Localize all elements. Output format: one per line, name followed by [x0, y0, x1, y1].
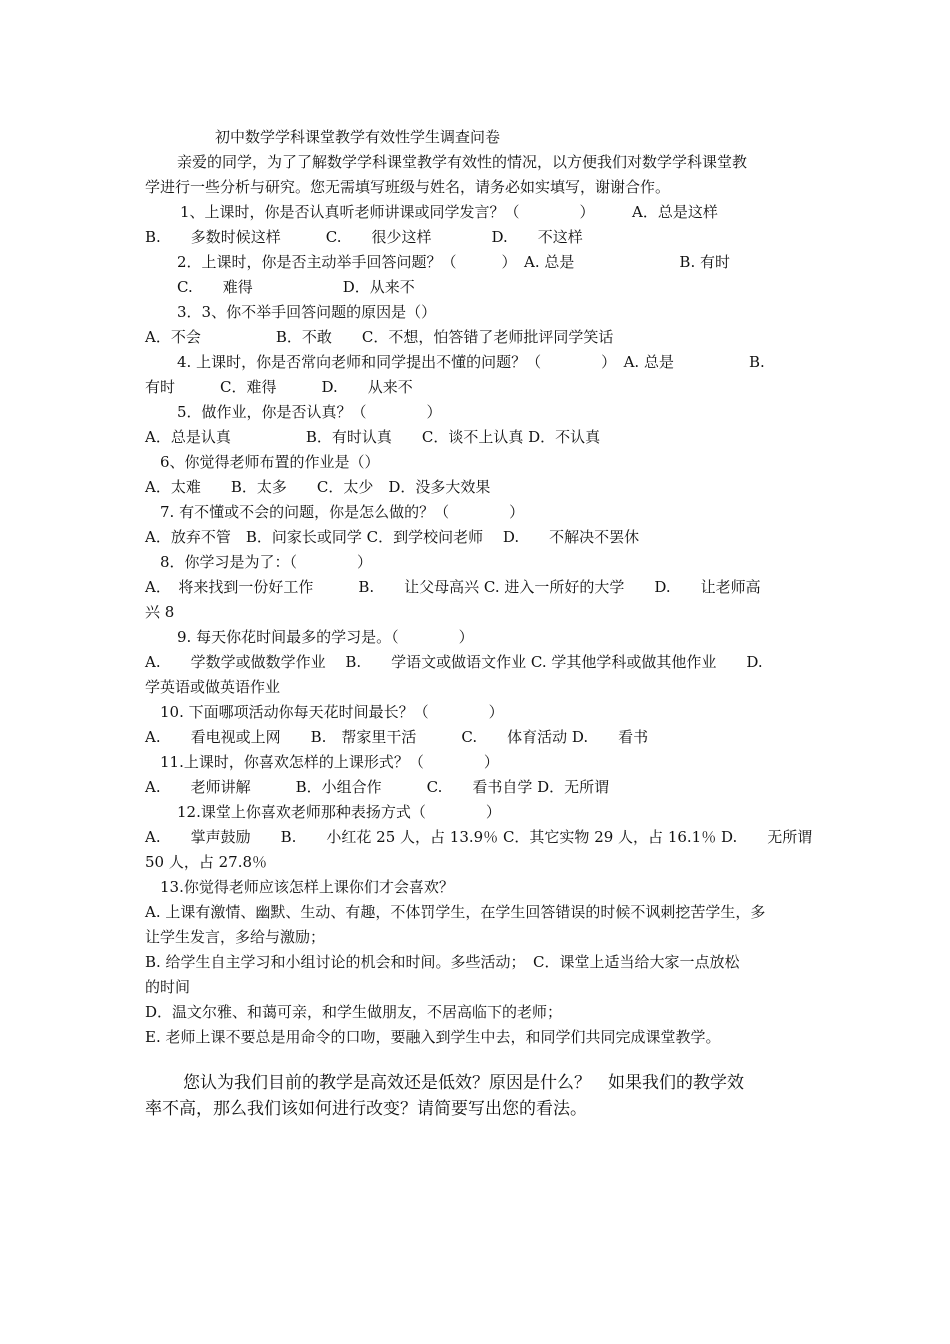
options-12: A. 掌声鼓励 B. 小红花 25 人，占 13.9％ C．其它实物 29 人，占 16.1％ D. 无所谓 — [145, 828, 813, 846]
question-7: 7. 有不懂或不会的问题，你是怎么做的？（ ） — [160, 503, 525, 521]
options-2: C. 难得 D．从来不 — [177, 278, 415, 296]
question-12: 12.课堂上你喜欢老师那种表扬方式（ ） — [177, 803, 501, 821]
intro-line: 亲爱的同学，为了了解数学学科课堂教学有效性的情况，以方便我们对数学学科课堂教 — [177, 153, 748, 171]
option-13-a-cont: 让学生发言，多给与激励； — [145, 928, 326, 946]
question-4: 4. 上课时，你是否常向老师和同学提出不懂的问题？（ ） A. 总是 B. — [177, 353, 765, 371]
options-8: A． 将来找到一份好工作 B. 让父母高兴 C. 进入一所好的大学 D. 让老师高 — [145, 578, 761, 596]
options-7: A．放弃不管 B．问家长或同学 C．到学校问老师 D. 不解决不罢休 — [145, 528, 640, 546]
intro-line: 学进行一些分析与研究。您无需填写班级与姓名，请务必如实填写，谢谢合作。 — [145, 178, 671, 196]
question-13: 13.你觉得老师应该怎样上课你们才会喜欢？ — [160, 878, 454, 896]
page-title: 初中数学学科课堂教学有效性学生调查问卷 — [215, 128, 501, 146]
question-10: 10. 下面哪项活动你每天花时间最长？（ ） — [160, 703, 504, 721]
options-3: A．不会 B．不敢 C．不想，怕答错了老师批评同学笑话 — [145, 328, 614, 346]
question-11: 11.上课时，你喜欢怎样的上课形式？（ ） — [160, 753, 499, 771]
options-8-cont: 兴 8 — [145, 603, 175, 621]
options-6: A．太难 B．太多 C．太少 D．没多大效果 — [145, 478, 491, 496]
option-13-e: E. 老师上课不要总是用命令的口吻，要融入到学生中去，和同学们共同完成课堂教学。 — [145, 1028, 721, 1046]
question-2: 2．上课时，你是否主动举手回答问题？（ ） A. 总是 B. 有时 — [177, 253, 730, 271]
question-3: 3．3、你不举手回答问题的原因是（） — [177, 303, 437, 321]
option-13-d: D．温文尔雅、和蔼可亲，和学生做朋友，不居高临下的老师； — [145, 1003, 563, 1021]
question-5: 5．做作业，你是否认真？（ ） — [177, 403, 442, 421]
options-9-cont: 学英语或做英语作业 — [145, 678, 281, 696]
question-1: 1、上课时，你是否认真听老师讲课或同学发言？（ ） A．总是这样 — [180, 203, 718, 221]
option-13-b-cont: 的时间 — [145, 978, 191, 996]
options-9: A. 学数学或做数学作业 B. 学语文或做语文作业 C. 学其他学科或做其他作业 D. — [145, 653, 763, 671]
option-13-a: A. 上课有激情、幽默、生动、有趣，不体罚学生，在学生回答错误的时候不讽刺挖苦学生，多 — [145, 903, 766, 921]
question-6: 6、你觉得老师布置的作业是（） — [160, 453, 380, 471]
question-8: 8．你学习是为了：（ ） — [160, 553, 373, 571]
options-10: A. 看电视或上网 B. 帮家里干活 C. 体育活动 D. 看书 — [145, 728, 649, 746]
options-5: A．总是认真 B．有时认真 C．谈不上认真 D．不认真 — [145, 428, 601, 446]
options-12-cont: 50 人，占 27.8％ — [145, 853, 268, 871]
options-1: B. 多数时候这样 C. 很少这样 D. 不这样 — [145, 228, 583, 246]
option-13-b: B. 给学生自主学习和小组讨论的机会和时间。多些活动； C．课堂上适当给大家一点放松 — [145, 953, 740, 971]
options-11: A. 老师讲解 B．小组合作 C. 看书自学 D．无所谓 — [145, 778, 610, 796]
closing-question-cont: 率不高，那么我们该如何进行改变？请简要写出您的看法。 — [145, 1099, 587, 1119]
question-9: 9. 每天你花时间最多的学习是。（ ） — [177, 628, 474, 646]
options-4: 有时 C．难得 D. 从来不 — [145, 378, 413, 396]
closing-question: 您认为我们目前的教学是高效还是低效？原因是什么？ 如果我们的教学效 — [183, 1073, 744, 1093]
